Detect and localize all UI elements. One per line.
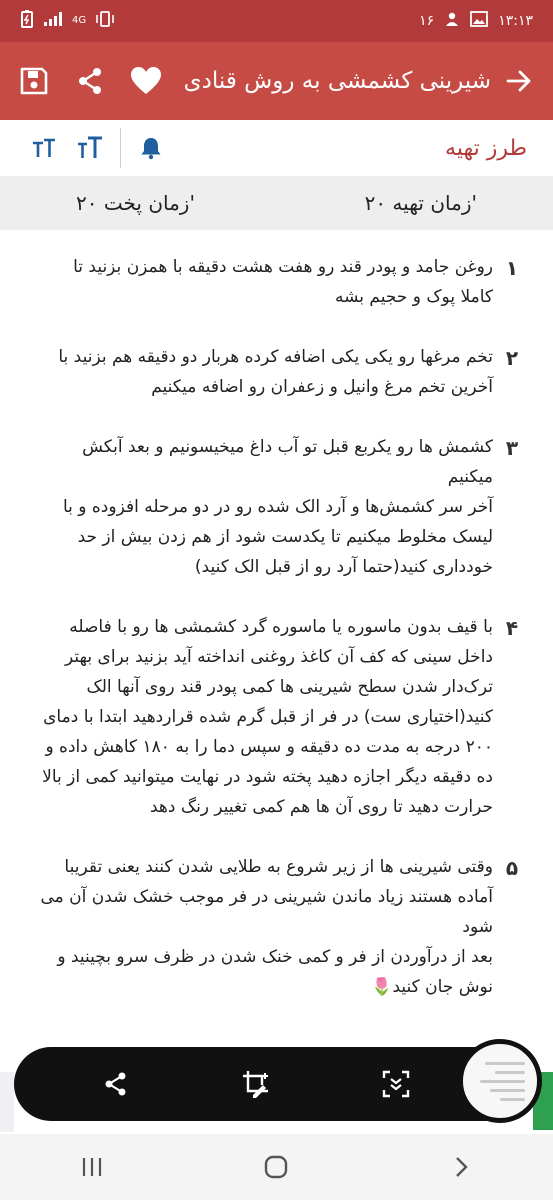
step-text: روغن جامد و پودر قند رو هفت هشت دقیقه با همزن بزنید تا کاملا پوک و حجیم بشه	[73, 257, 493, 307]
share-icon	[103, 1071, 129, 1097]
save-button[interactable]	[12, 59, 56, 103]
text-smaller-button[interactable]	[26, 130, 62, 166]
text-larger-button[interactable]	[72, 130, 108, 166]
status-right	[419, 11, 533, 31]
scroll-capture-icon	[382, 1070, 410, 1098]
times-bar	[0, 176, 553, 230]
toolbar-edit-button[interactable]	[226, 1054, 286, 1114]
favorite-button[interactable]	[124, 59, 168, 103]
status-bar	[0, 0, 553, 42]
system-nav-bar	[0, 1134, 553, 1200]
arrow-forward-icon	[505, 67, 533, 95]
text-size-large-icon	[77, 136, 103, 160]
cook-time: زمان پخت ۲۰'	[76, 191, 195, 215]
step-number: ۳	[505, 436, 519, 460]
step-item	[40, 432, 531, 582]
step-text: کشمش ها رو یکربع قبل تو آب داغ میخیسونیم و بعد آبکش میکنیم آخر سر کشمش‌ها و آرد الک شده رو در دو مرحله افزوده و با لیسک مخلوط میکنیم تا یکدست شود از هم زدن بیش از حد خودداری کنید(حتما آرد رو از قبل الک کنید)	[62, 437, 493, 577]
step-text: با قیف بدون ماسوره یا ماسوره گرد کشمشی ها رو با فاصله داخل سینی که کف آن کاغذ روغنی انداخته آید بزنید برای بهتر ترک‌دار شدن سطح شیرینی ها کمی پودر قند روی آنها الک کنید(اختیاری ست) در فر از قبل گرم شده قراردهید ابتدا با دمای ۲۰۰ درجه به مدت ده دقیقه و سپس دما را به ۱۸۰ کاهش داده و ده دقیقه دیگر اجازه دهید پخته شود در نهایت میتوانید کمی از بالا حرارت دهید تا روی آن ها هم کمی تغییر رنگ دهد	[42, 617, 493, 817]
text-size-small-icon	[32, 137, 56, 159]
steps-list	[0, 252, 553, 1032]
notification-button[interactable]	[133, 130, 169, 166]
divider	[120, 128, 121, 168]
background-strip	[0, 1072, 14, 1132]
page-title: شیرینی کشمشی به روش قنادی	[183, 68, 491, 94]
step-number: ۲	[505, 346, 519, 370]
vibrate-icon	[96, 11, 114, 31]
recent-apps-icon	[81, 1156, 103, 1178]
section-title: طرز تهیه	[445, 135, 527, 161]
step-item	[40, 252, 531, 312]
step-text: تخم مرغها رو یکی یکی اضافه کرده هربار دو دقیقه هم بزنید با آخرین تخم مرغ وانیل و زعفران رو اضافه میکنیم	[58, 347, 493, 397]
step-text: وقتی شیرینی ها از زیر شروع به طلایی شدن کنند یعنی تقریبا آماده هستند زیاد ماندن شیرینی در فر موجب خشک شدن آن می شود بعد از درآوردن از فر و کمی خنک شدن در ظرف سرو بچینید و نوش جان کنید🌷	[40, 857, 493, 997]
image-icon	[470, 11, 488, 31]
back-button[interactable]	[497, 59, 541, 103]
home-button[interactable]	[246, 1137, 306, 1197]
step-item	[40, 612, 531, 822]
user-alert-icon	[444, 11, 460, 31]
section-header	[0, 120, 553, 176]
step-number: ۵	[505, 856, 519, 880]
crop-edit-icon	[241, 1069, 271, 1099]
network-type: 4G	[72, 15, 87, 26]
screenshot-toolbar	[14, 1047, 534, 1121]
clock-time: ۱۳:۱۳	[498, 13, 533, 29]
save-icon	[19, 66, 49, 96]
battery-saver-icon	[20, 10, 34, 32]
signal-icon	[44, 12, 62, 30]
step-item	[40, 342, 531, 402]
step-number: ۱	[505, 256, 519, 280]
heart-icon	[130, 66, 162, 96]
status-left	[20, 10, 114, 32]
step-number: ۴	[505, 616, 519, 640]
step-item	[40, 852, 531, 1002]
notification-count: ۱۶	[419, 13, 435, 29]
thumbnail-preview	[475, 1062, 525, 1107]
recent-apps-button[interactable]	[62, 1137, 122, 1197]
share-icon	[75, 66, 105, 96]
home-icon	[263, 1154, 289, 1180]
chevron-right-icon	[451, 1155, 471, 1179]
bell-icon	[140, 136, 162, 160]
prep-time: زمان تهیه ۲۰'	[364, 191, 477, 215]
toolbar-share-button[interactable]	[86, 1054, 146, 1114]
app-bar	[0, 42, 553, 120]
toolbar-scroll-capture-button[interactable]	[366, 1054, 426, 1114]
back-nav-button[interactable]	[431, 1137, 491, 1197]
screenshot-thumbnail[interactable]	[458, 1039, 542, 1123]
share-button[interactable]	[68, 59, 112, 103]
